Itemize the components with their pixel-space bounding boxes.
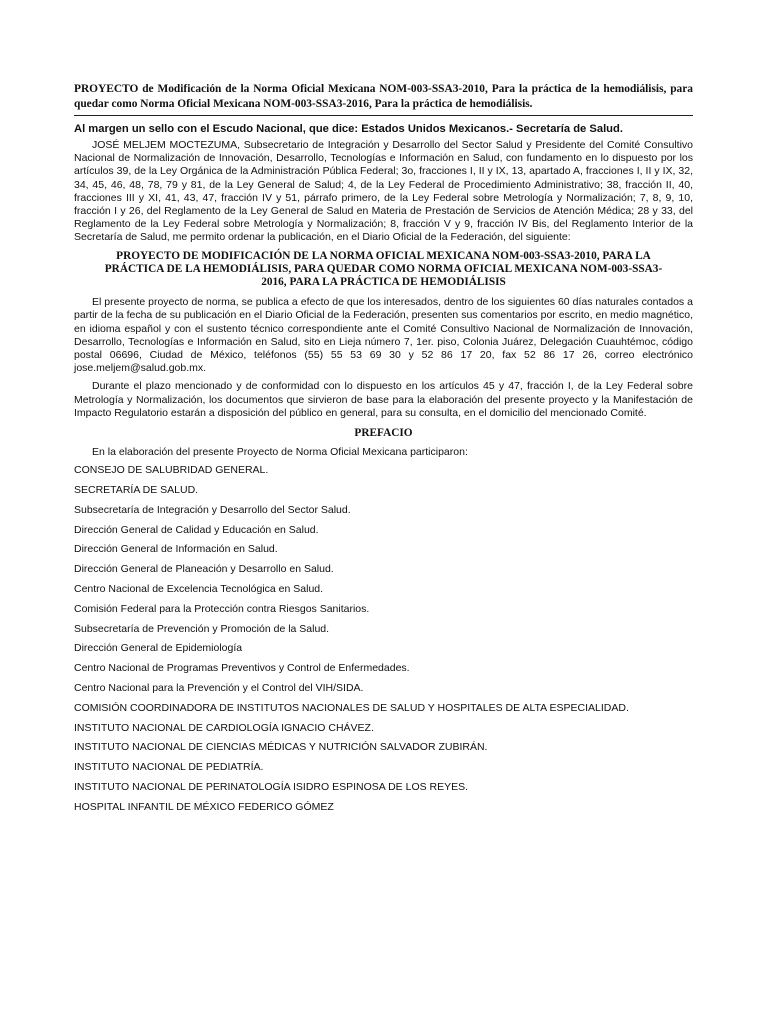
publication-paragraph: El presente proyecto de norma, se publica a efecto de que los interesados, dentro de los siguientes 60 días naturales contados a partir de la fecha de su publicación en el Diario Oficial de la Federación, presenten sus comentarios por escrito, en medio magnético, en idioma español y con el sustento técnico correspondiente ante el Comité Consultivo Nacional de Normalización de Innovación, Desarrollo, Tecnologías e Información en Salud, sito en Lieja número 7, 1er. piso, Colonia Juárez, Delegación Cuauhtémoc, código postal 06696, Ciudad de México, teléfonos (55) 55 53 69 30 y 52 86 17 20, fax 52 86 17 26, correo electrónico jose.meljem@salud.gob.mx. <box>74 296 693 375</box>
list-item: Dirección General de Calidad y Educación en Salud. <box>74 523 319 536</box>
list-item: Centro Nacional de Programas Preventivos y Control de Enfermedades. <box>74 662 410 675</box>
list-item: SECRETARÍA DE SALUD. <box>74 484 199 497</box>
norm-center-title: PROYECTO DE MODIFICACIÓN DE LA NORMA OFICIAL MEXICANA NOM-003-SSA3-2010, PARA LA PRÁCTICA DE LA HEMODIÁLISIS, PARA QUEDAR COMO NORMA OFICIAL MEXICANA NOM-003-SSA3-2016, PARA LA PRÁCTICA DE HEMODIÁLISIS <box>104 249 663 289</box>
intro-paragraph: JOSÉ MELJEM MOCTEZUMA, Subsecretario de Integración y Desarrollo del Sector Salud y Presidente del Comité Consultivo Nacional de Normalización de Innovación, Desarrollo, Tecnologías e Información en Salud, con fundamento en lo dispuesto por los artículos 39, de la Ley Orgánica de la Administración Pública Federal; 3o, fracciones I, II y IX, 13, apartado A, fracciones I, II y IX, 32, 34, 45, 46, 48, 78, 79 y 81, de la Ley General de Salud; 4, de la Ley Federal de Procedimiento Administrativo; 38, fracción II, 40, fracciones III y XI, 41, 43, 47, fracción IV y 51, párrafo primero, de la Ley Federal sobre Metrología y Normalización; 7, 8, 9, 10, fracción I y 26, del Reglamento de la Ley General de Salud en Materia de Prestación de Servicios de Atención Médica; 28 y 33, del Reglamento de la Ley Federal sobre Metrología y Normalización; 8, fracción V y 9, fracción IV Bis, del Reglamento Interior de la Secretaría de Salud, me permito ordenar la publicación, en el Diario Oficial de la Federación, del siguiente: <box>74 139 693 244</box>
document-page <box>74 82 693 821</box>
list-item: Subsecretaría de Integración y Desarrollo del Sector Salud. <box>74 503 351 516</box>
prefacio-intro: En la elaboración del presente Proyecto de Norma Oficial Mexicana participaron: <box>92 446 468 459</box>
list-item: HOSPITAL INFANTIL DE MÉXICO FEDERICO GÓMEZ <box>74 800 334 813</box>
prefacio-heading: PREFACIO <box>354 427 413 440</box>
list-item: Dirección General de Planeación y Desarrollo en Salud. <box>74 563 334 576</box>
header-divider <box>74 115 693 116</box>
list-item: INSTITUTO NACIONAL DE PEDIATRÍA. <box>74 761 264 774</box>
list-item: Centro Nacional de Excelencia Tecnológica en Salud. <box>74 583 324 596</box>
list-item: Comisión Federal para la Protección contra Riesgos Sanitarios. <box>74 602 370 615</box>
list-item: Dirección General de Información en Salud. <box>74 543 278 556</box>
term-paragraph: Durante el plazo mencionado y de conformidad con lo dispuesto en los artículos 45 y 47, fracción I, de la Ley Federal sobre Metrología y Normalización, los documentos que sirvieron de base para la elaboración del presente proyecto y la Manifestación de Impacto Regulatorio estarán a disposición del público en general, para su consulta, en el domicilio del mencionado Comité. <box>74 380 693 419</box>
participants-list <box>74 464 693 820</box>
list-item: INSTITUTO NACIONAL DE CIENCIAS MÉDICAS Y NUTRICIÓN SALVADOR ZUBIRÁN. <box>74 741 488 754</box>
list-item: Dirección General de Epidemiología <box>74 642 243 655</box>
list-item: INSTITUTO NACIONAL DE CARDIOLOGÍA IGNACIO CHÁVEZ. <box>74 721 374 734</box>
margin-seal-line: Al margen un sello con el Escudo Nacional, que dice: Estados Unidos Mexicanos.- Secretaría de Salud. <box>74 123 623 135</box>
document-header-title: PROYECTO de Modificación de la Norma Oficial Mexicana NOM-003-SSA3-2010, Para la práctica de la hemodiálisis, para quedar como Norma Oficial Mexicana NOM-003-SSA3-2016, Para la práctica de hemodiálisis. <box>74 83 693 110</box>
list-item: Subsecretaría de Prevención y Promoción de la Salud. <box>74 622 330 635</box>
list-item: Centro Nacional para la Prevención y el Control del VIH/SIDA. <box>74 682 364 695</box>
list-item: CONSEJO DE SALUBRIDAD GENERAL. <box>74 464 269 477</box>
list-item: INSTITUTO NACIONAL DE PERINATOLOGÍA ISIDRO ESPINOSA DE LOS REYES. <box>74 781 469 794</box>
list-item: COMISIÓN COORDINADORA DE INSTITUTOS NACIONALES DE SALUD Y HOSPITALES DE ALTA ESPECIALIDAD. <box>74 701 629 714</box>
